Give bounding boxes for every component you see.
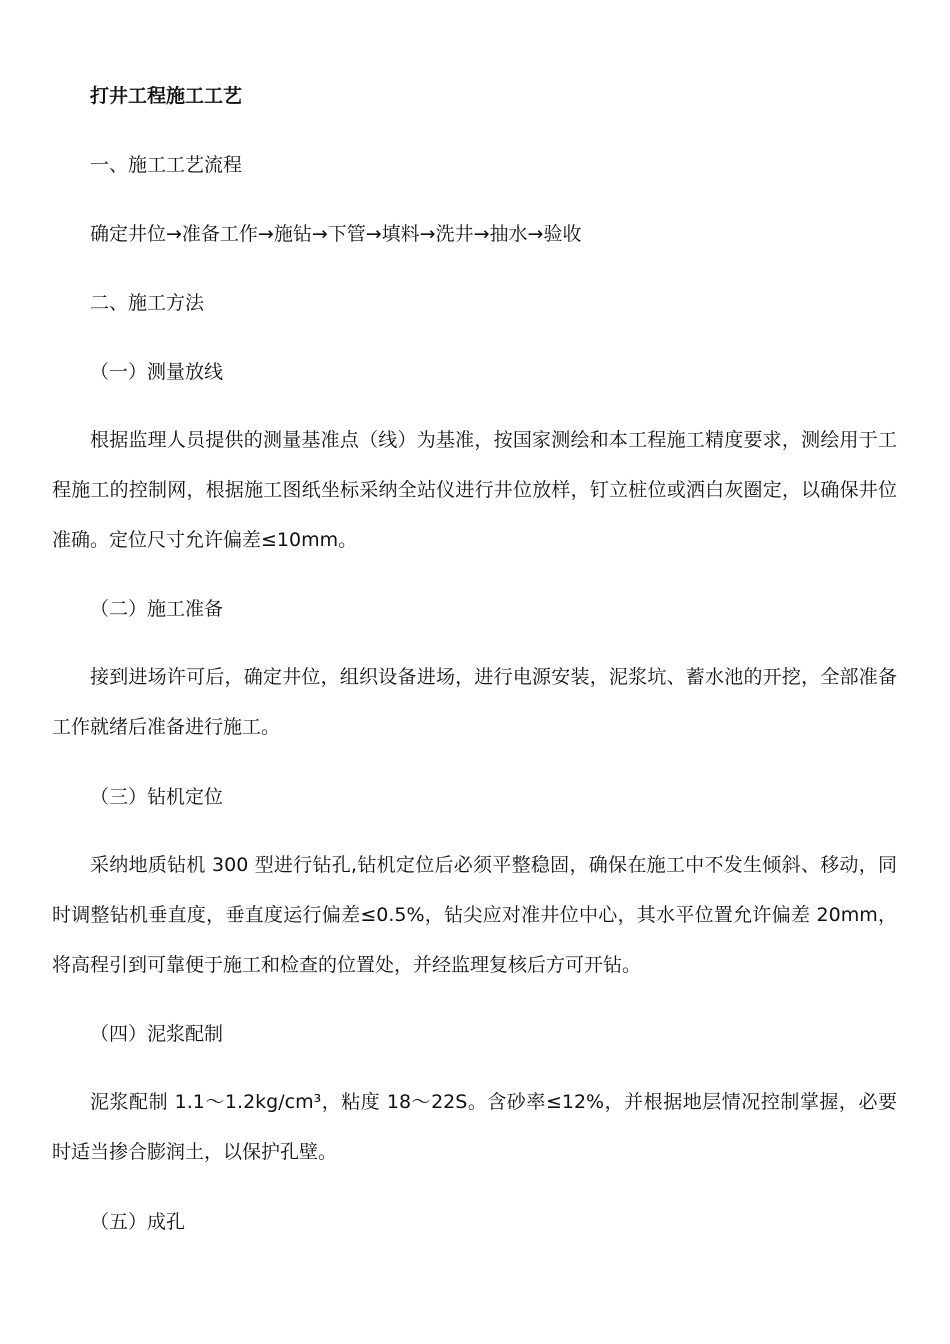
- subsection-heading-survey: （一）测量放线: [90, 361, 224, 383]
- subsection-heading-mud: （四）泥浆配制: [90, 1023, 224, 1045]
- document-title: 打井工程施工工艺: [90, 85, 243, 107]
- paragraph-mud: 泥浆配制 1.1～1.2kg/cm³，粘度 18～22S。含砂率≤12%，并根据地层情况控制掌握，必要时适当掺合膨润土，以保护孔壁。: [52, 1091, 897, 1163]
- paragraph-survey: 根据监理人员提供的测量基准点（线）为基准，按国家测绘和本工程施工精度要求，测绘用于工程施工的控制网，根据施工图纸坐标采纳全站仪进行井位放样，钉立桩位或洒白灰圈定，以确保井位准确。定位尺寸允许偏差≤10mm。: [52, 429, 897, 551]
- subsection-heading-rig-positioning: （三）钻机定位: [90, 786, 224, 808]
- subsection-heading-boring: （五）成孔: [90, 1211, 186, 1233]
- section-heading-1: 一、施工工艺流程: [90, 154, 243, 176]
- process-flow: 确定井位→准备工作→施钻→下管→填料→洗井→抽水→验收: [90, 223, 582, 245]
- section-heading-2: 二、施工方法: [90, 292, 205, 314]
- paragraph-preparation: 接到进场许可后，确定井位，组织设备进场，进行电源安装，泥浆坑、蓄水池的开挖，全部准备工作就绪后准备进行施工。: [52, 666, 897, 738]
- paragraph-rig-positioning: 采纳地质钻机 300 型进行钻孔,钻机定位后必须平整稳固，确保在施工中不发生倾斜、移动，同时调整钻机垂直度，垂直度运行偏差≤0.5%，钻尖应对准井位中心，其水平位置允许偏差 20mm，将高程引到可靠便于施工和检查的位置处，并经监理复核后方可开钻。: [52, 854, 897, 976]
- subsection-heading-preparation: （二）施工准备: [90, 598, 224, 620]
